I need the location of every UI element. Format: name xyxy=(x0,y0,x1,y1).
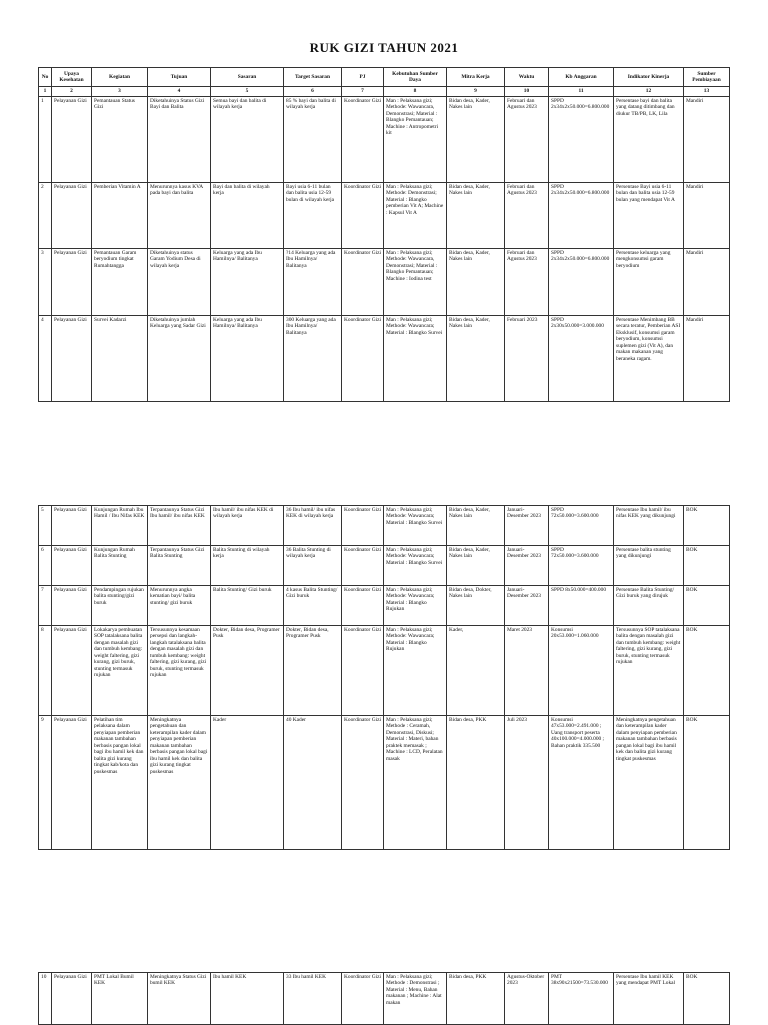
cell-kebutuhan-sumber-daya: Man : Pelaksana gizi; Methode : Demonstrasi ; Material : Menu, Bahan makanan ; Machine : Alat makan xyxy=(384,973,447,1025)
cell-target-sasaran: 36 Balita Stunting di wilayah kerja xyxy=(284,546,342,586)
cell-waktu: Januari-Desember 2023 xyxy=(505,546,549,586)
column-header-waktu: Waktu xyxy=(505,68,549,87)
table-row xyxy=(39,973,730,1025)
column-header-upaya-kesehatan: Upaya Kesehatan xyxy=(52,68,92,87)
cell-sumber-pembiayaan: Mandiri xyxy=(684,183,730,249)
cell-tujuan: Menurunnya kasus KVA pada bayi dan balita xyxy=(148,183,211,249)
cell-waktu: Januari-Desember 2023 xyxy=(505,586,549,626)
cell-sasaran: Keluarga yang ada Ibu Hamilnya/ Balitanya xyxy=(211,316,284,402)
cell-tujuan: Menurunnya angka kematian bayi/ balita stunting/ gizi buruk xyxy=(148,586,211,626)
cell-upaya-kesehatan: Pelayanan Gizi xyxy=(52,316,92,402)
column-number-row xyxy=(39,87,730,97)
cell-target-sasaran: Bayi usia 6-11 bulan dan balita usia 12-59 bulan di wilayah kerja xyxy=(284,183,342,249)
cell-sasaran: Ibu hamil/ ibu nifas KEK di wilayah kerja xyxy=(211,506,284,546)
cell-tujuan: Diketahuinya jumlah Keluarga yang Sadar Gizi xyxy=(148,316,211,402)
cell-upaya-kesehatan: Pelayanan Gizi xyxy=(52,586,92,626)
cell-target-sasaran: 33 Ibu hamil KEK xyxy=(284,973,342,1025)
cell-kebutuhan-sumber-daya: Man : Pelaksana gizi; Methode: Wawancara; Material : Blangko Survei xyxy=(384,316,447,402)
cell-pj: Koordinator Gizi xyxy=(342,546,384,586)
cell-indikator-kinerja: Persentase Ibu hamil KEK yang mendapat PMT Lokal xyxy=(614,973,684,1025)
cell-sasaran: Balita Stunting di wilayah kerja xyxy=(211,546,284,586)
column-header-sasaran: Sasaran xyxy=(211,68,284,87)
cell-pj: Koordinator Gizi xyxy=(342,316,384,402)
cell-upaya-kesehatan: Pelayanan Gizi xyxy=(52,183,92,249)
column-header-tujuan: Tujuan xyxy=(148,68,211,87)
table-row xyxy=(39,506,730,546)
cell-kb-anggaran: SPPD 2x34x2x50.000=6.800.000 xyxy=(549,97,614,183)
cell-pj: Koordinator Gizi xyxy=(342,506,384,546)
table-row xyxy=(39,249,730,316)
cell-target-sasaran: ?14 Keluarga yang ada Ibu Hamilnya/ Balitanya xyxy=(284,249,342,316)
cell-upaya-kesehatan: Pelayanan Gizi xyxy=(52,506,92,546)
cell-kebutuhan-sumber-daya: Man : Pelaksana gizi; Methode: Wawancara, Demonstrasi; Material : Blangko Pemantauan; Machine : Antropometri kit xyxy=(384,97,447,183)
table-row xyxy=(39,626,730,716)
cell-sumber-pembiayaan: BOK xyxy=(684,716,730,850)
cell-kegiatan: Kunjungan Rumah Balita Stunting xyxy=(92,546,148,586)
cell-waktu: Februari 2023 xyxy=(505,316,549,402)
cell-pj: Koordinator Gizi xyxy=(342,716,384,850)
column-number: 5 xyxy=(211,87,284,97)
column-header-no: No xyxy=(39,68,52,87)
column-number: 3 xyxy=(92,87,148,97)
cell-sasaran: Keluarga yang ada Ibu Hamilnya/ Balitanya xyxy=(211,249,284,316)
cell-mitra-kerja: Bidan desa, Kader, Nakes lain xyxy=(447,249,505,316)
cell-waktu: Februari dan Agustus 2023 xyxy=(505,97,549,183)
cell-waktu: Februari dan Agustus 2023 xyxy=(505,249,549,316)
header-row xyxy=(39,68,730,87)
cell-indikator-kinerja: Persentase Ibu hamil/ ibu nifas KEK yang dikunjungi xyxy=(614,506,684,546)
cell-sasaran: Semua bayi dan balita di wilayah kerja xyxy=(211,97,284,183)
column-header-kebutuhan-sumber-daya: Kebutuhan Sumber Daya xyxy=(384,68,447,87)
column-number: 11 xyxy=(549,87,614,97)
cell-kebutuhan-sumber-daya: Man : Pelaksana gizi; Methode : Ceramah, Demonstrasi, Diskusi; Material : Materi, bahan praktek memasak ; Machine : LCD, Peralatan masak xyxy=(384,716,447,850)
cell-sumber-pembiayaan: BOK xyxy=(684,546,730,586)
cell-tujuan: Terpantaunya Status Gizi Balita Stunting xyxy=(148,546,211,586)
table-row xyxy=(39,586,730,626)
cell-kb-anggaran: SPPD 2x34x2x50.000=6.800.000 xyxy=(549,183,614,249)
cell-kegiatan: Pemberian Vitamin A xyxy=(92,183,148,249)
cell-pj: Koordinator Gizi xyxy=(342,973,384,1025)
cell-upaya-kesehatan: Pelayanan Gizi xyxy=(52,973,92,1025)
cell-pj: Koordinator Gizi xyxy=(342,97,384,183)
ruk-table-page-2 xyxy=(38,505,730,850)
column-number: 13 xyxy=(684,87,730,97)
cell-pj: Koordinator Gizi xyxy=(342,626,384,716)
column-header-kegiatan: Kegiatan xyxy=(92,68,148,87)
column-number: 1 xyxy=(39,87,52,97)
cell-indikator-kinerja: Persentase keluarga yang mengkonsumsi garam beryodium xyxy=(614,249,684,316)
cell-no: 9 xyxy=(39,716,52,850)
cell-sumber-pembiayaan: BOK xyxy=(684,626,730,716)
cell-kegiatan: Pemantauan Status Gizi xyxy=(92,97,148,183)
cell-mitra-kerja: Bidan desa, Dokter, Nakes lain xyxy=(447,586,505,626)
cell-no: 5 xyxy=(39,506,52,546)
ruk-table-page-1 xyxy=(38,67,730,402)
cell-mitra-kerja: Bidan desa, PKK xyxy=(447,716,505,850)
cell-mitra-kerja: Bidan desa, Kader, Nakes lain xyxy=(447,316,505,402)
cell-sasaran: Balita Stunting/ Gizi buruk xyxy=(211,586,284,626)
table-row xyxy=(39,316,730,402)
cell-kb-anggaran: SPPD 2x34x2x50.000=6.800.000 xyxy=(549,249,614,316)
cell-target-sasaran: 36 Ibu hamil/ ibu nifas KEK di wilayah kerja xyxy=(284,506,342,546)
cell-indikator-kinerja: Persentase Bayi usia 6-11 bulan dan balita usia 12-59 bulan yang mendapat Vit A xyxy=(614,183,684,249)
column-number: 6 xyxy=(284,87,342,97)
cell-upaya-kesehatan: Pelayanan Gizi xyxy=(52,716,92,850)
cell-sasaran: Bayi dan balita di wilayah kerja xyxy=(211,183,284,249)
column-header-sumber-pembiayaan: Sumber Pembiayaan xyxy=(684,68,730,87)
cell-kegiatan: Kunjungan Rumah Ibu Hamil / Ibu Nifas KEK xyxy=(92,506,148,546)
cell-kegiatan: Lokakarya pembuatan SOP tatalaksana balita dengan masalah gizi dan tumbuh kembang: weight faltering, gizi kurang, gizi buruk, stunting termasuk rujukan xyxy=(92,626,148,716)
cell-upaya-kesehatan: Pelayanan Gizi xyxy=(52,626,92,716)
cell-upaya-kesehatan: Pelayanan Gizi xyxy=(52,249,92,316)
cell-kegiatan: Survei Kadarzi xyxy=(92,316,148,402)
cell-waktu: Juli 2023 xyxy=(505,716,549,850)
cell-no: 7 xyxy=(39,586,52,626)
cell-sasaran: Ibu hamil KEK xyxy=(211,973,284,1025)
table-row xyxy=(39,97,730,183)
cell-kebutuhan-sumber-daya: Man : Pelaksana gizi; Methode: Wawancara; Material : Blangko Survei xyxy=(384,546,447,586)
cell-indikator-kinerja: Persentase Balita Stunting/ Gizi buruk yang dirujuk xyxy=(614,586,684,626)
cell-no: 3 xyxy=(39,249,52,316)
cell-pj: Koordinator Gizi xyxy=(342,586,384,626)
cell-sumber-pembiayaan: Mandiri xyxy=(684,316,730,402)
cell-kebutuhan-sumber-daya: Man : Pelaksana gizi; Methode: Wawancara; Material : Blangko Survei xyxy=(384,506,447,546)
cell-waktu: Maret 2023 xyxy=(505,626,549,716)
cell-mitra-kerja: Bidan desa, Kader, Nakes lain xyxy=(447,183,505,249)
table-row xyxy=(39,716,730,850)
cell-kebutuhan-sumber-daya: Man : Pelaksana gizi; Methode: Wawancara, Demonstrasi; Material : Blangko Pemantauan; Machine : Iodina test xyxy=(384,249,447,316)
table-row xyxy=(39,183,730,249)
cell-indikator-kinerja: Tersusunnya SOP tatalaksana balita dengan masalah gizi dan tumbuh kembang: weight faltering, gizi kurang, gizi buruk, stunting termasuk rujukan xyxy=(614,626,684,716)
cell-sasaran: Kader xyxy=(211,716,284,850)
column-number: 9 xyxy=(447,87,505,97)
cell-kegiatan: Pendampingan rujukan balita stunting/gizi buruk xyxy=(92,586,148,626)
cell-waktu: Januari-Desember 2023 xyxy=(505,506,549,546)
cell-kegiatan: PMT Lokal Bumil KEK xyxy=(92,973,148,1025)
cell-mitra-kerja: Bidan desa, PKK xyxy=(447,973,505,1025)
cell-no: 8 xyxy=(39,626,52,716)
cell-kegiatan: Pelatihan tim pelaksana dalam penyiapan pemberian makanan tambahan berbasis pangan lokal bagi ibu hamil kek dan balita gizi kurang tingkat kab/kota dan puskesmas xyxy=(92,716,148,850)
cell-indikator-kinerja: Persentase balita stunting yang dikunjungi xyxy=(614,546,684,586)
cell-no: 2 xyxy=(39,183,52,249)
cell-indikator-kinerja: Persentase bayi dan balita yang datang ditimbang dan diukur TB/PB, LK, Lila xyxy=(614,97,684,183)
cell-mitra-kerja: Bidan desa, Kader, Nakes lain xyxy=(447,97,505,183)
cell-tujuan: Terpantaunya Status Gizi Ibu hamil/ ibu nifas KEK xyxy=(148,506,211,546)
column-header-target-sasaran: Target Sasaran xyxy=(284,68,342,87)
cell-kegiatan: Pemantauan Garam beryodium tingkat Rumahtangga xyxy=(92,249,148,316)
cell-pj: Koordinator Gizi xyxy=(342,249,384,316)
cell-waktu: Agustus-Oktober 2023 xyxy=(505,973,549,1025)
cell-kb-anggaran: Konsumsi 20x53.000=1.060.000 xyxy=(549,626,614,716)
cell-mitra-kerja: Kader, xyxy=(447,626,505,716)
cell-tujuan: Diketahuinya status Garam Yodium Desa di wilayah kerja xyxy=(148,249,211,316)
cell-kb-anggaran: SPPD 2x30x50.000=3.000.000 xyxy=(549,316,614,402)
cell-sumber-pembiayaan: BOK xyxy=(684,586,730,626)
cell-no: 4 xyxy=(39,316,52,402)
cell-target-sasaran: 85 % bayi dan balita di wilayah kerja xyxy=(284,97,342,183)
cell-tujuan: Meningkatnya Status Gizi bumil KEK xyxy=(148,973,211,1025)
cell-sumber-pembiayaan: BOK xyxy=(684,506,730,546)
column-header-kb-anggaran: Kb Anggaran xyxy=(549,68,614,87)
cell-no: 1 xyxy=(39,97,52,183)
cell-upaya-kesehatan: Pelayanan Gizi xyxy=(52,97,92,183)
cell-sumber-pembiayaan: BOK xyxy=(684,973,730,1025)
column-header-pj: PJ xyxy=(342,68,384,87)
column-number: 7 xyxy=(342,87,384,97)
cell-target-sasaran: 4 kasus Balita Stunting/ Gizi buruk xyxy=(284,586,342,626)
cell-mitra-kerja: Bidan desa, Kader, Nakes lain xyxy=(447,546,505,586)
cell-target-sasaran: Dokter, Bidan desa, Programer Pusk xyxy=(284,626,342,716)
cell-sumber-pembiayaan: Mandiri xyxy=(684,97,730,183)
cell-mitra-kerja: Bidan desa, Kader, Nakes lain xyxy=(447,506,505,546)
cell-indikator-kinerja: Persentase Menimbang BB secara teratur, Pemberian ASI Eksklusif, konsumsi garam beryodium, konsumsi suplemen gizi (Vit A), dan makan makanan yang beraneka ragam. xyxy=(614,316,684,402)
cell-indikator-kinerja: Meningkatnya pengetahuan dan keterampilan kader dalam penyiapan pemberian makanan tambahan berbasis pangan lokal bagi ibu hamil kek dan balita gizi kurang tingkat puskesmas xyxy=(614,716,684,850)
cell-target-sasaran: 40 Kader xyxy=(284,716,342,850)
column-number: 10 xyxy=(505,87,549,97)
cell-pj: Koordinator Gizi xyxy=(342,183,384,249)
cell-upaya-kesehatan: Pelayanan Gizi xyxy=(52,546,92,586)
cell-no: 10 xyxy=(39,973,52,1025)
ruk-table-page-3 xyxy=(38,972,730,1025)
cell-kebutuhan-sumber-daya: Man : Pelaksana gizi; Methode: Demonstrasi; Material : Blangko pemberian Vit A; Machine : Kapsul Vit A xyxy=(384,183,447,249)
cell-kb-anggaran: SPPD 72x50.000=3.600.000 xyxy=(549,506,614,546)
cell-kb-anggaran: PMT 38x90x21500=73.530.000 xyxy=(549,973,614,1025)
column-number: 12 xyxy=(614,87,684,97)
cell-kebutuhan-sumber-daya: Man : Pelaksana gizi; Methode: Wawancara; Material : Blangko Rujukan xyxy=(384,586,447,626)
cell-waktu: Februari dan Agustus 2023 xyxy=(505,183,549,249)
column-number: 2 xyxy=(52,87,92,97)
cell-no: 6 xyxy=(39,546,52,586)
cell-kebutuhan-sumber-daya: Man : Pelaksana gizi; Methode: Wawancara; Material : Blangko Rujukan xyxy=(384,626,447,716)
cell-target-sasaran: 300 Keluarga yang ada Ibu Hamilnya/ Balitanya xyxy=(284,316,342,402)
cell-kb-anggaran: SPPD 8x50.000=400.000 xyxy=(549,586,614,626)
cell-kb-anggaran: SPPD 72x50.000=3.600.000 xyxy=(549,546,614,586)
cell-tujuan: Tersusunnya kesamaan persepsi dan langkah-langkah tatalaksana balita dengan masalah gizi dan tumbuh kembang: weight faltering, gizi kurang, gizi buruk, stunting termasuk rujukan xyxy=(148,626,211,716)
cell-sumber-pembiayaan: Mandiri xyxy=(684,249,730,316)
column-header-indikator-kinerja: Indikator Kinerja xyxy=(614,68,684,87)
cell-tujuan: Diketahuinya Status Gizi Bayi dan Balita xyxy=(148,97,211,183)
column-number: 4 xyxy=(148,87,211,97)
cell-kb-anggaran: Konsumsi 47x53.000=2.491.000 ; Uang transport peserta 40x100.000=4.000.000 ; Bahan praktik 335.500 xyxy=(549,716,614,850)
cell-sasaran: Dokter, Bidan desa, Programer Pusk xyxy=(211,626,284,716)
column-number: 8 xyxy=(384,87,447,97)
document-title: RUK GIZI TAHUN 2021 xyxy=(309,40,459,55)
table-row xyxy=(39,546,730,586)
column-header-mitra-kerja: Mitra Kerja xyxy=(447,68,505,87)
cell-tujuan: Meningkatnya pengetahuan dan keterampilan kader dalam penyiapan pemberian makanan tambahan berbasis pangan lokal bagi ibu hamil kek dan balita gizi kurang tingkat puskesmas xyxy=(148,716,211,850)
